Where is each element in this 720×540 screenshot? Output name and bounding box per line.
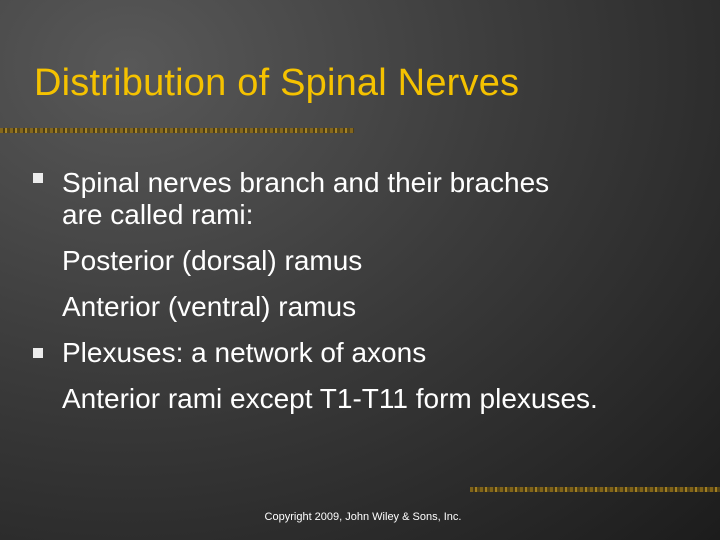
bullet-list — [62, 160, 598, 422]
bullet-text-line: Plexuses: a network of axons — [62, 337, 427, 368]
bullet-text-line: Anterior rami except T1-T11 form plexuses. — [62, 383, 598, 414]
slide-title: Distribution of Spinal Nerves — [34, 62, 520, 104]
copyright-footer: Copyright 2009, John Wiley & Sons, Inc. — [264, 511, 462, 523]
decorative-divider-bottom — [470, 487, 720, 492]
square-bullet-icon — [33, 348, 43, 358]
bullet-text-line: Spinal nerves branch and their braches — [62, 167, 550, 198]
bullet-text-line: Posterior (dorsal) ramus — [62, 245, 363, 276]
decorative-divider-top — [0, 128, 354, 133]
bullet-text-line: are called rami: — [62, 199, 254, 230]
bullet-text-line: Anterior (ventral) ramus — [62, 291, 357, 322]
square-bullet-icon — [33, 173, 43, 183]
